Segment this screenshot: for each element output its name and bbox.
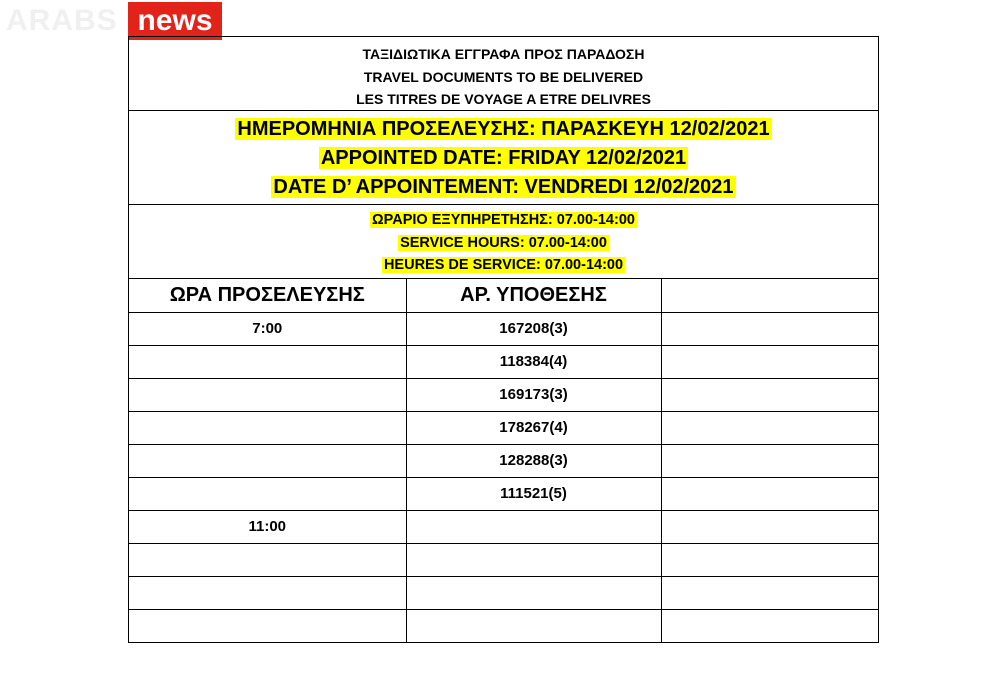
time-cell (129, 576, 406, 609)
case-cell: 118384(4) (406, 345, 661, 378)
title-greek: ΤΑΞΙΔΙΩΤΙΚΑ ΕΓΓΡΑΦΑ ΠΡΟΣ ΠΑΡΑΔΟΣΗ (362, 46, 645, 62)
table-row (129, 477, 878, 510)
watermark-text: ARABS (6, 4, 118, 37)
extra-cell (661, 609, 878, 642)
case-cell (406, 609, 661, 642)
date-greek: ΗΜΕΡΟΜΗΝΙΑ ΠΡΟΣΕΛΕΥΣΗΣ: ΠΑΡΑΣΚΕΥΗ 12/02/2021 (237, 118, 770, 140)
column-header-extra (661, 279, 878, 312)
extra-cell (661, 312, 878, 345)
table-header-row (129, 279, 878, 312)
document-table (128, 36, 879, 643)
time-cell: 11:00 (129, 510, 406, 543)
hours-french: HEURES DE SERVICE: 07.00-14:00 (383, 257, 624, 273)
extra-cell (661, 444, 878, 477)
extra-cell (661, 510, 878, 543)
title-english: TRAVEL DOCUMENTS TO BE DELIVERED (363, 68, 644, 85)
extra-cell (661, 411, 878, 444)
time-cell (129, 345, 406, 378)
time-cell (129, 543, 406, 576)
table-row (129, 312, 878, 345)
column-header-time: ΩΡΑ ΠΡΟΣΕΛΕΥΣΗΣ (129, 279, 406, 312)
time-cell (129, 411, 406, 444)
time-cell (129, 477, 406, 510)
title-french: LES TITRES DE VOYAGE A ETRE DELIVRES (356, 91, 651, 107)
extra-cell (661, 345, 878, 378)
case-cell: 169173(3) (406, 378, 661, 411)
table-row (129, 510, 878, 543)
table-row (129, 444, 878, 477)
table-row (129, 411, 878, 444)
news-logo: news (128, 2, 222, 40)
case-cell: 167208(3) (406, 312, 661, 345)
date-french: DATE D’ APPOINTEMENT: VENDREDI 12/02/2021 (273, 176, 734, 198)
time-cell (129, 444, 406, 477)
extra-cell (661, 378, 878, 411)
column-header-case: ΑΡ. ΥΠΟΘΕΣΗΣ (406, 279, 661, 312)
hours-greek: ΩΡΑΡΙΟ ΕΞΥΠΗΡΕΤΗΣΗΣ: 07.00-14:00 (372, 212, 635, 228)
hours-english: SERVICE HOURS: 07.00-14:00 (400, 234, 607, 251)
date-english: APPOINTED DATE: FRIDAY 12/02/2021 (320, 147, 687, 169)
time-cell (129, 609, 406, 642)
case-cell: 178267(4) (406, 411, 661, 444)
date-block (129, 111, 878, 205)
time-cell (129, 378, 406, 411)
table-row (129, 345, 878, 378)
case-cell (406, 543, 661, 576)
extra-cell (661, 477, 878, 510)
title-block (129, 37, 878, 111)
case-cell (406, 510, 661, 543)
case-cell: 128288(3) (406, 444, 661, 477)
extra-cell (661, 543, 878, 576)
case-cell (406, 576, 661, 609)
appointments-table (129, 279, 878, 642)
hours-block (129, 205, 878, 279)
table-row (129, 576, 878, 609)
table-row (129, 609, 878, 642)
time-cell: 7:00 (129, 312, 406, 345)
extra-cell (661, 576, 878, 609)
case-cell: 111521(5) (406, 477, 661, 510)
table-row (129, 543, 878, 576)
table-row (129, 378, 878, 411)
